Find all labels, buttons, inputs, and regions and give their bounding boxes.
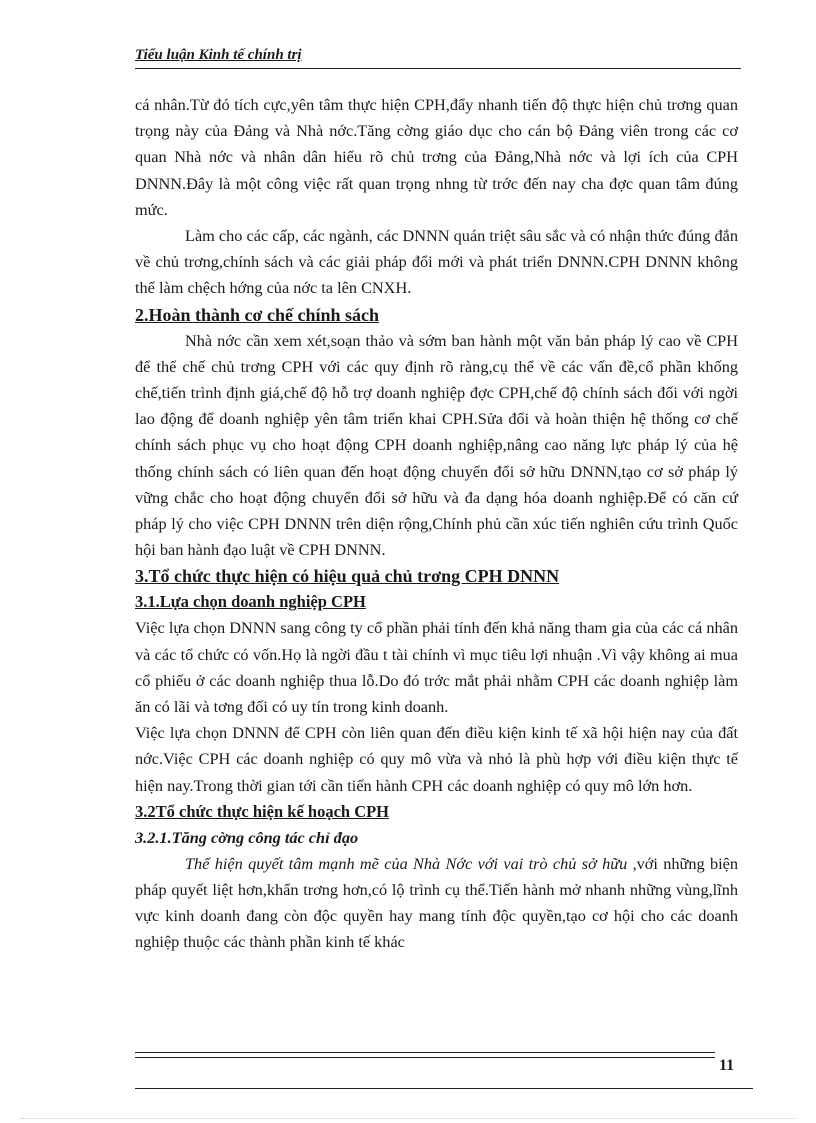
page-header [135,46,741,69]
heading-section-3-2: 3.2Tổ chức thực hiện kế hoạch CPH [135,801,390,821]
paragraph-2: Làm cho các cấp, các ngành, các DNNN quán triệt sâu sắc và có nhận thức đúng đắn về chủ trơng,chính sách và các giải pháp đổi mới và phát triển DNNN.CPH DNNN không thể làm chệch hớng của nớc ta lên CNXH. [135,226,738,298]
heading-section-3-2-1: 3.2.1.Tăng cờng công tác chỉ đạo [135,827,359,847]
document-body [135,92,738,956]
footer-rule-top [135,1052,715,1053]
footer-rule-middle [135,1057,715,1058]
paragraph-6-intro: Thể hiện quyết tâm mạnh mẽ của Nhà Nớc với vai trò chủ sở hữu [185,853,628,873]
heading-section-3: 3.Tổ chức thực hiện có hiệu quả chủ trơng CPH DNNN [135,566,560,587]
header-title: Tiểu luận Kinh tế chính trị [135,47,302,63]
paragraph-6-rest: ,với những biện pháp quyết liệt hơn,khẩn trơng hơn,có lộ trình cụ thể.Tiến hành mở nhanh những vùng,lĩnh vực kinh doanh đang còn độc quyền hay mang tính độc quyền,tạo cơ hội cho các doanh nghiệp thuộc các thành phần kinh tế khác [135,853,738,952]
footer-rule-bottom [135,1088,753,1089]
paragraph-4: Việc lựa chọn DNNN sang công ty cổ phần phải tính đến khả năng tham gia của các cá nhân và các tổ chức có vốn.Họ là ngời đầu t tài chính vì mục tiêu lợi nhuận .Vì vậy không ai mua cổ phiếu ở các doanh nghiệp thua lỗ.Do đó trớc mắt phải nhằm CPH các doanh nghiệp làm ăn có lãi và tơng đối có uy tín trong kinh doanh. [135,618,738,717]
heading-section-2: 2.Hoàn thành cơ chế chính sách [135,304,380,325]
page-number: 11 [719,1057,735,1074]
paragraph-1: cá nhân.Từ đó tích cực,yên tâm thực hiện CPH,đẩy nhanh tiến độ thực hiện chủ trơng quan trọng này của Đảng và Nhà nớc.Tăng cờng giáo dục cho cán bộ Đảng viên trong các cơ quan Nhà nớc và nhân dân hiểu rõ chủ trơng của Đảng,Nhà nớc và lợi ích của CPH DNNN.Đây là một công việc rất quan trọng nhng từ trớc đến nay cha đợc quan tâm đúng mức. [135,95,738,219]
paragraph-5: Việc lựa chọn DNNN để CPH còn liên quan đến điều kiện kinh tế xã hội hiện nay của đất nớc.Việc CPH các doanh nghiệp có quy mô vừa và nhỏ là phù hợp với điều kiện thực tế hiện nay.Trong thời gian tới cần tiến hành CPH các doanh nghiệp có quy mô lớn hơn. [135,723,738,795]
paragraph-3: Nhà nớc cần xem xét,soạn thảo và sớm ban hành một văn bản pháp lý cao về CPH để thể chế chủ trơng CPH với các quy định rõ ràng,cụ thể về các vấn đề,cổ phần khống chế,tiến trình định giá,chế độ hỗ trợ doanh nghiệp đợc CPH,chế độ chính sách đối với ngời lao động để doanh nghiệp yên tâm triển khai CPH.Sửa đổi và hoàn thiện hệ thống cơ chế chính sách phục vụ cho hoạt động CPH doanh nghiệp,nâng cao năng lực pháp lý của hệ thống chính sách có liên quan đến hoạt động chuyển đổi sở hữu DNNN,tạo cơ sở pháp lý vững chắc cho hoạt động chuyển đổi sở hữu và đa dạng hóa doanh nghiệp.Để có căn cứ pháp lý cho việc CPH DNNN trên diện rộng,Chính phủ cần xúc tiến nghiên cứu trình Quốc hội ban hành đạo luật về CPH DNNN. [135,330,738,560]
page-edge-divider [20,1118,796,1119]
heading-section-3-1: 3.1.Lựa chọn doanh nghiệp CPH [135,592,366,612]
paragraph-6 [135,851,738,956]
